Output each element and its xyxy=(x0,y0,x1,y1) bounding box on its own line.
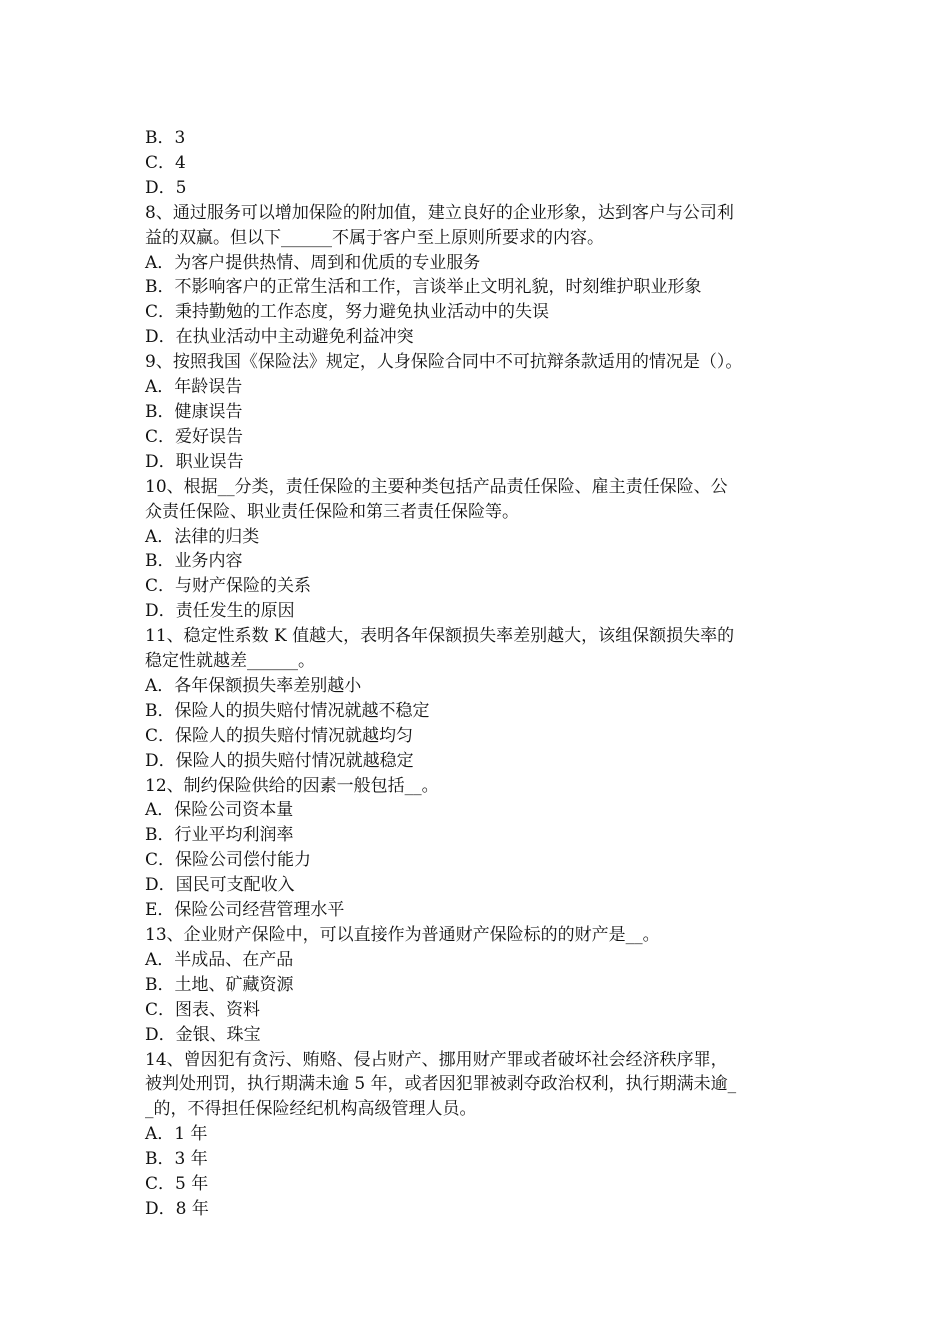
option-line: A．各年保额损失率差别越小 xyxy=(145,675,362,696)
question-line: 13、企业财产保险中，可以直接作为普通财产保险标的的财产是__。 xyxy=(145,925,660,945)
option-line: D．金银、珠宝 xyxy=(145,1024,261,1045)
question-line: 被判处刑罚，执行期满未逾 5 年，或者因犯罪被剥夺政治权利，执行期满未逾_ xyxy=(145,1074,737,1095)
question-line: 众责任保险、职业责任保险和第三者责任保险等。 xyxy=(145,501,519,522)
option-line: B．不影响客户的正常生活和工作，言谈举止文明礼貌，时刻维护职业形象 xyxy=(145,277,702,298)
option-line: C．爱好误告 xyxy=(145,426,244,447)
option-line: A．半成品、在产品 xyxy=(145,949,294,970)
option-line: C．保险公司偿付能力 xyxy=(145,850,312,871)
question-line: 14、曾因犯有贪污、贿赂、侵占财产、挪用财产罪或者破坏社会经济秩序罪， xyxy=(145,1049,728,1070)
option-line: E．保险公司经营管理水平 xyxy=(145,900,345,921)
option-line: B．土地、矿藏资源 xyxy=(145,974,294,995)
question-line: 10、根据__分类，责任保险的主要种类包括产品责任保险、雇主责任保险、公 xyxy=(145,476,728,497)
option-line: B．行业平均利润率 xyxy=(145,825,294,846)
option-line: D．保险人的损失赔付情况就越稳定 xyxy=(145,750,414,771)
option-line: C．秉持勤勉的工作态度，努力避免执业活动中的失误 xyxy=(145,302,550,323)
question-line: 8、通过服务可以增加保险的附加值，建立良好的企业形象，达到客户与公司利 xyxy=(145,202,734,223)
option-line: C．保险人的损失赔付情况就越均匀 xyxy=(145,725,414,746)
question-line: 9、按照我国《保险法》规定，人身保险合同中不可抗辩条款适用的情况是（）。 xyxy=(145,352,743,373)
option-line: D．5 xyxy=(145,177,187,198)
option-line: B．3 xyxy=(145,128,186,148)
question-line: 12、制约保险供给的因素一般包括__。 xyxy=(145,775,439,796)
option-line: D．8 年 xyxy=(145,1198,209,1219)
option-line: A．法律的归类 xyxy=(145,526,260,547)
option-line: C．与财产保险的关系 xyxy=(145,576,312,597)
question-line: _的，不得担任保险经纪机构高级管理人员。 xyxy=(145,1099,477,1120)
option-line: D．国民可支配收入 xyxy=(145,875,295,896)
option-line: B．保险人的损失赔付情况就越不稳定 xyxy=(145,700,430,721)
option-line: B．业务内容 xyxy=(145,551,243,572)
option-line: D．在执业活动中主动避免利益冲突 xyxy=(145,327,414,348)
option-line: C．图表、资料 xyxy=(145,999,261,1020)
option-line: A．1 年 xyxy=(145,1124,208,1145)
option-line: D．职业误告 xyxy=(145,451,244,472)
question-line: 稳定性就越差______。 xyxy=(145,651,315,672)
option-line: A．为客户提供热情、周到和优质的专业服务 xyxy=(145,252,481,273)
option-line: C．5 年 xyxy=(145,1174,209,1195)
option-line: A．保险公司资本量 xyxy=(145,800,294,821)
option-line: A．年龄误告 xyxy=(145,377,243,398)
option-line: C．4 xyxy=(145,152,186,173)
question-line: 11、稳定性系数 K 值越大，表明各年保额损失率差别越大，该组保额损失率的 xyxy=(145,626,735,647)
option-line: B．健康误告 xyxy=(145,401,243,422)
question-line: 益的双赢。但以下______不属于客户至上原则所要求的内容。 xyxy=(145,227,604,248)
option-line: B．3 年 xyxy=(145,1149,208,1170)
option-line: D．责任发生的原因 xyxy=(145,601,295,622)
document-body xyxy=(145,126,825,1222)
